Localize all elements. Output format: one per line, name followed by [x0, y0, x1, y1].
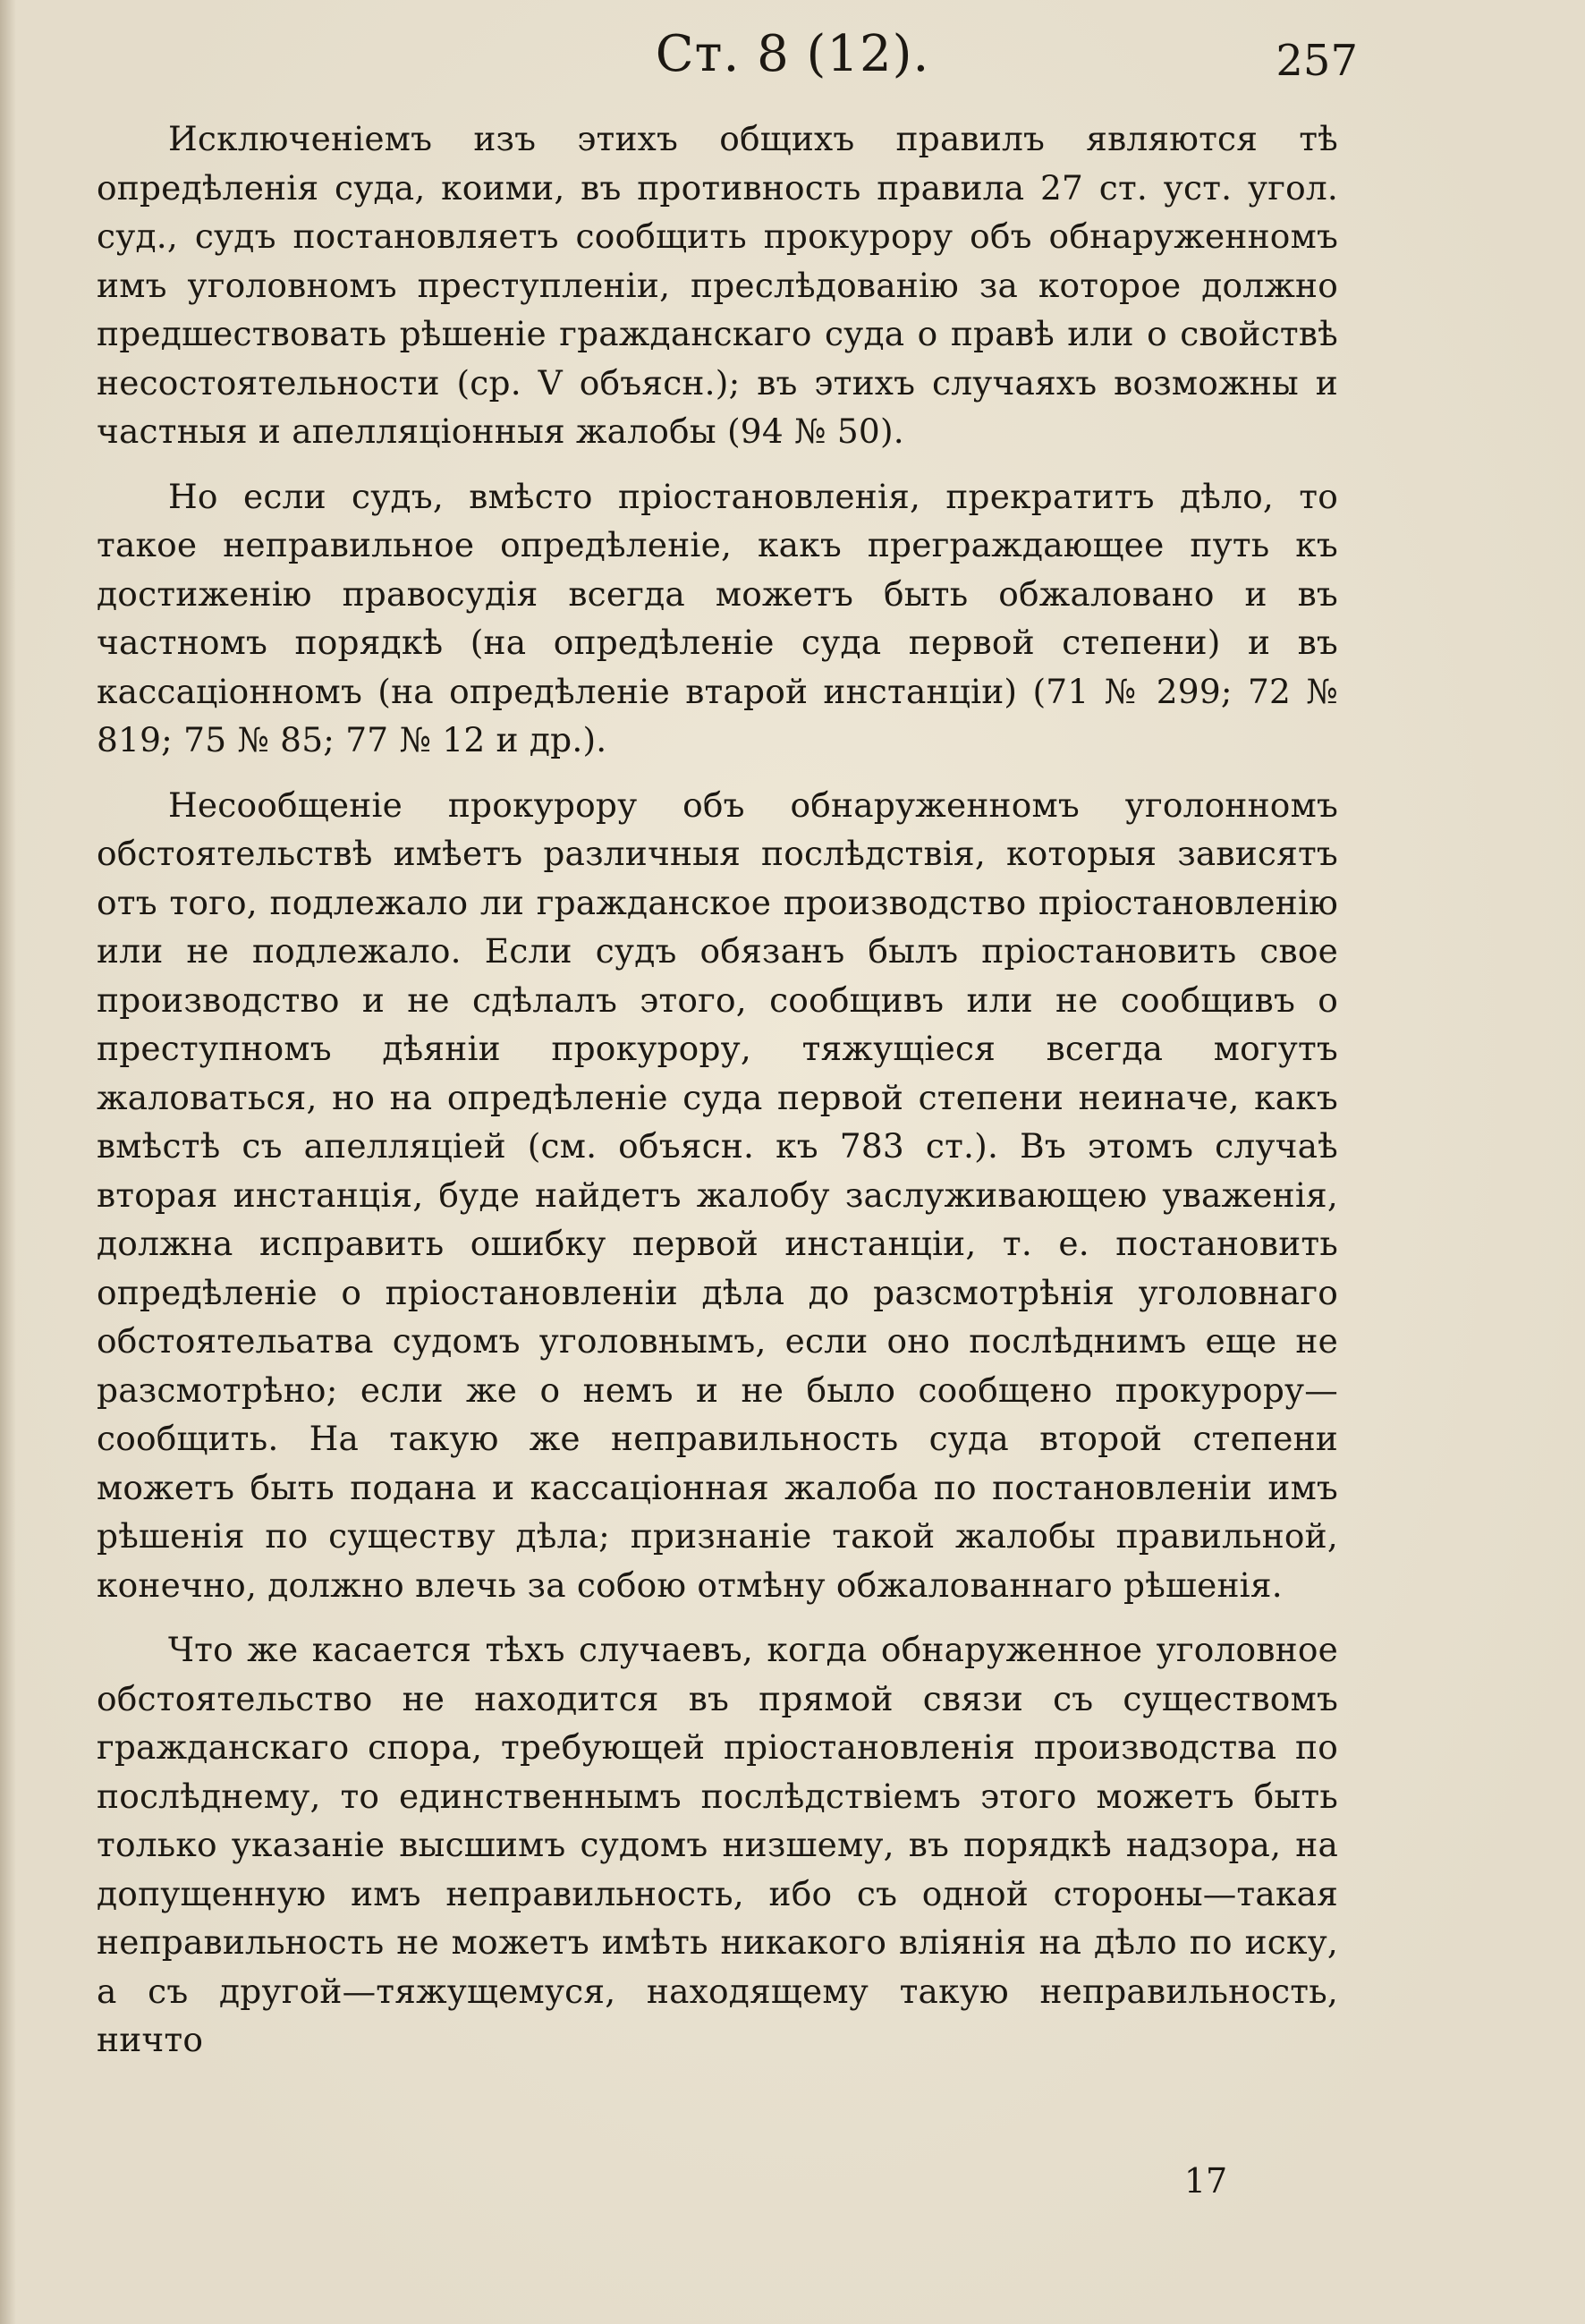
paragraph-1: Исключеніемъ изъ этихъ общихъ правилъ являются тѣ опредѣленія суда, коими, въ противность правила 27 ст. уст. угол. суд., судъ постановляетъ сообщить прокурору объ обнаруженномъ имъ уголовномъ преступленіи, преслѣдованію за которое должно предшествовать рѣшеніе гражданскаго суда о правѣ или о свойствѣ несостоятельности (ср. V объясн.); въ этихъ случаяхъ возможны и частныя и апелляціонныя жалобы (94 № 50).	[97, 119, 1338, 451]
paragraph-2: Но если судъ, вмѣсто пріостановленія, прекратитъ дѣло, то такое неправильное опредѣленіе, какъ преграждающее путь къ достиженію правосудія всегда можетъ быть обжаловано и въ частномъ порядкѣ (на опредѣленіе суда первой степени) и въ кассаціонномъ (на опредѣленіе втарой инстанціи) (71 № 299; 72 № 819; 75 № 85; 77 № 12 и др.).	[97, 476, 1338, 759]
body-text	[97, 115, 1338, 2081]
signature-mark: 17	[1183, 2161, 1228, 2201]
paragraph-3: Несообщеніе прокурору объ обнаруженномъ уголонномъ обстоятельствѣ имѣетъ различныя послѣдствія, которыя зависятъ отъ того, подлежало ли гражданское производство пріостановленію или не подлежало. Если судъ обязанъ былъ пріостановить свое производство и не сдѣлалъ этого, сообщивъ или не сообщивъ о преступномъ дѣяніи прокурору, тяжущіеся всегда могутъ жаловаться, но на опредѣленіе суда первой степени неиначе, какъ вмѣстѣ съ апелляціей (см. объясн. къ 783 ст.). Въ этомъ случаѣ вторая инстанція, буде найдетъ жалобу заслуживающею уваженія, должна исправить ошибку первой инстанціи, т. е. постановить опредѣленіе о пріостановленіи дѣла до разсмотрѣнія уголовнаго обстоятельатва судомъ уголовнымъ, если оно послѣднимъ еще не разсмотрѣно; если же о немъ и не было сообщено прокурору—сообщить. На такую же неправильность суда второй степени можетъ быть подана и кассаціонная жалоба по постановленіи имъ рѣшенія по существу дѣла; признаніе такой жалобы правильной, конечно, должно влечь за собою отмѣну обжалованнаго рѣшенія.	[97, 785, 1338, 1605]
running-head-title: Ст. 8 (12).	[655, 25, 930, 83]
page-number: 257	[1276, 36, 1358, 86]
paragraph-4: Что же касается тѣхъ случаевъ, когда обнаруженное уголовное обстоятельство не находится въ прямой связи съ существомъ гражданскаго спора, требующей пріостановленія производства по послѣднему, то единственнымъ послѣдствіемъ этого можетъ быть только указаніе высшимъ судомъ низшему, въ порядкѣ надзора, на допущенную имъ неправильность, ибо съ одной стороны—такая неправильность не можетъ имѣть никакого вліянія на дѣло по иску, а съ другой—тяжущемуся, находящему такую неправильность, ничто	[97, 1630, 1338, 2059]
binding-shadow	[0, 0, 16, 2324]
